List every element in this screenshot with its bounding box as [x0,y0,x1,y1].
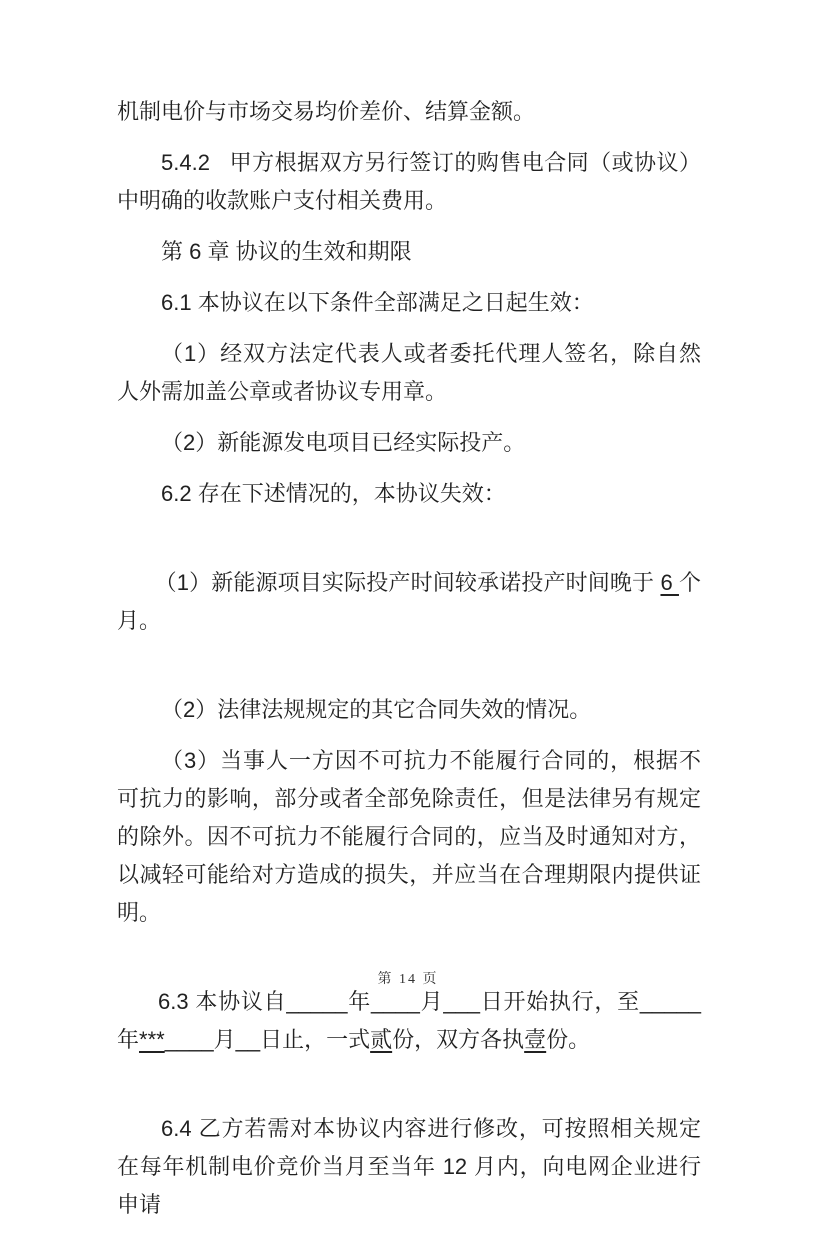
clause-63-copies-count: 贰 [370,1027,393,1052]
clause-63-text-mid-2: 份，双方各执 [392,1027,525,1052]
clause-62: 6.2 存在下述情况的，本协议失效： [161,481,506,506]
clause-62-item-1-text: （1）新能源项目实际投产时间较承诺投产时间晚于 [154,570,661,595]
clause-62-item-1-tail: 个月。 [117,570,701,633]
clause-62-item-1 [117,526,701,678]
clause-63-text-start: 6.3 本协议自_____年____月___日开始执行，至_____年 [117,989,701,1052]
clause-63-each-count: 壹 [524,1027,547,1052]
paragraph-541-continuation: 机制电价与市场交易均价差价、结算金额。 [117,99,536,124]
chapter-6-heading: 第 6 章 协议的生效和期限 [161,239,412,264]
clause-61: 6.1 本协议在以下条件全部满足之日起生效： [161,290,594,315]
clause-63-text-mid-1: ____月__日止，一式 [164,1027,371,1052]
clause-61-item-2: （2）新能源发电项目已经实际投产。 [161,430,526,455]
clause-62-item-3: （3）当事人一方因不可抗力不能履行合同的，根据不可抗力的影响，部分或者全部免除责任，但是法律另有规定的除外。因不可抗力不能履行合同的，应当及时通知对方，以减轻可能给对方造成的损失，并应当在合理期限内提供证明。 [117,748,701,925]
page-number: 第 14 页 [377,972,439,987]
clause-62-item-2: （2）法律法规规定的其它合同失效的情况。 [161,697,592,722]
paragraph-542: 5.4.2 甲方根据双方另行签订的购售电合同（或协议）中明确的收款账户支付相关费用。 [117,150,701,213]
clause-61-item-1: （1）经双方法定代表人或者委托代理人签名，除自然人外需加盖公章或者协议专用章。 [117,341,701,404]
clause-62-item-1-underlined-value: 6 [660,570,679,595]
clause-64: 6.4 乙方若需对本协议内容进行修改，可按照相关规定在每年机制电价竞价当月至当年 12 月内，向电网企业进行申请 [117,1116,701,1217]
clause-63-text-end: 份。 [546,1027,591,1052]
document-body [117,93,701,1237]
clause-63-asterisks-blank: *** [139,1027,165,1052]
